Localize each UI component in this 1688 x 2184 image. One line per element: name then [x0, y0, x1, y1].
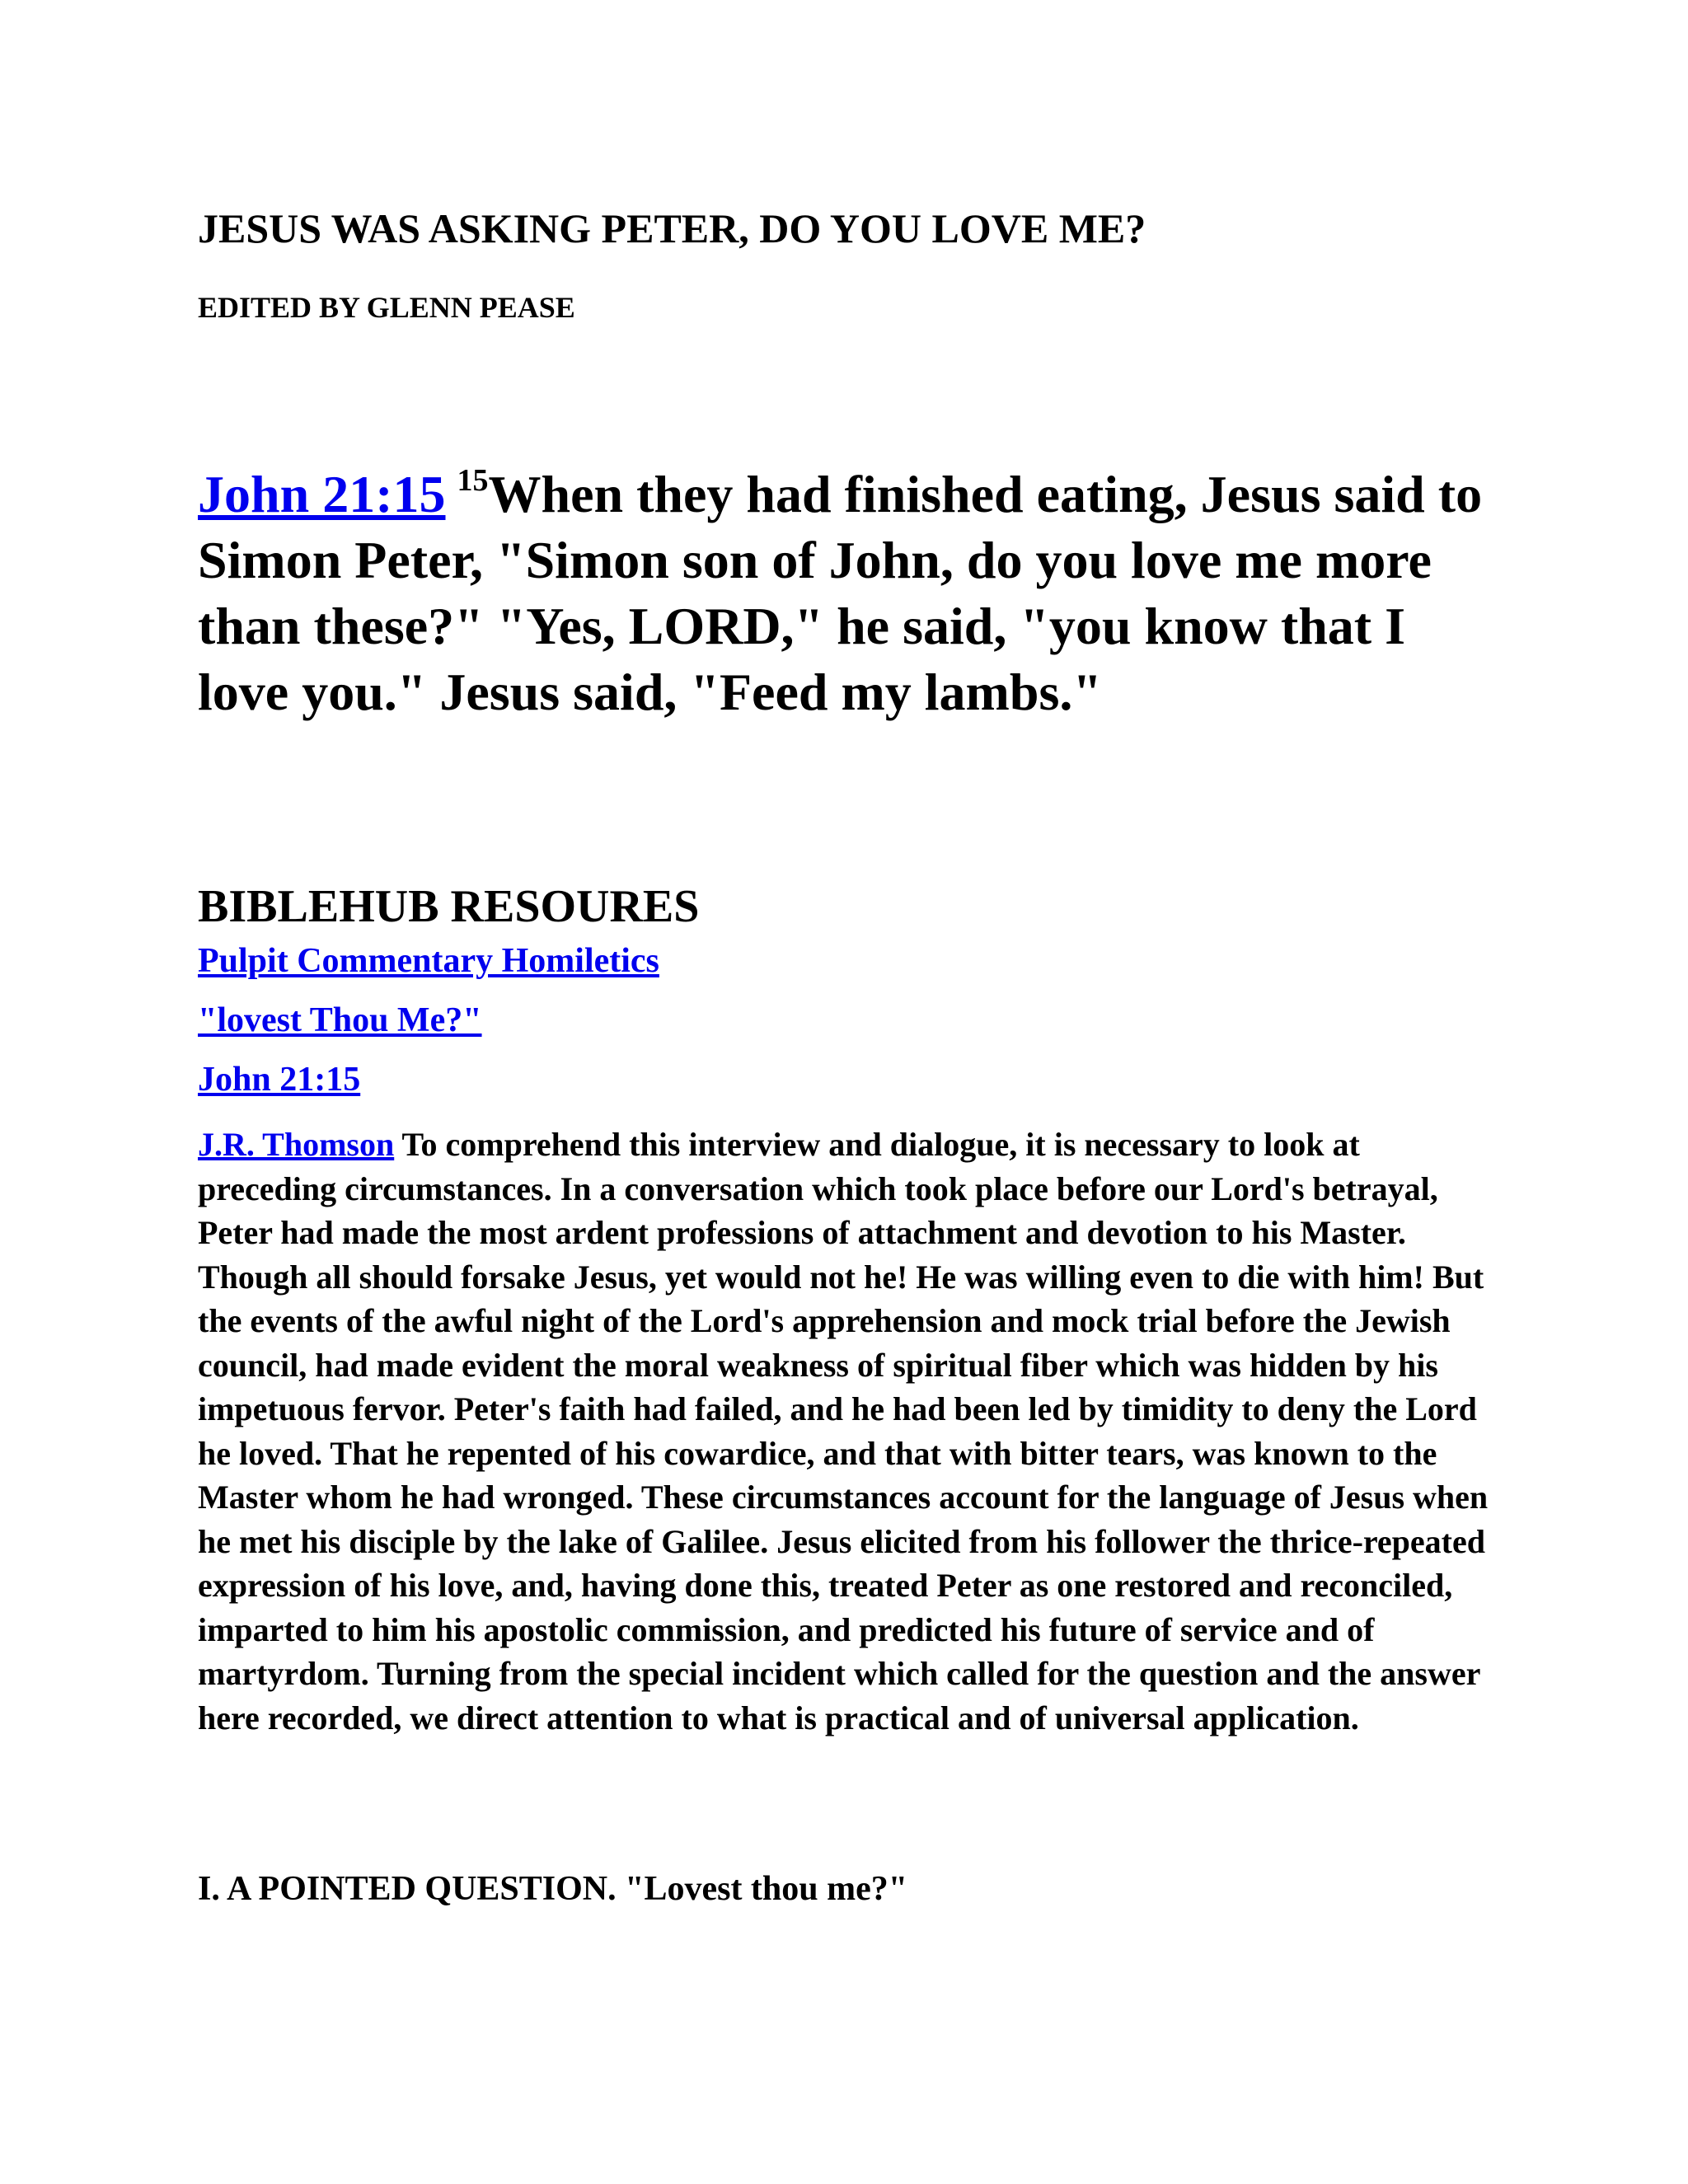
- editor-credit: EDITED BY GLENN PEASE: [198, 291, 575, 324]
- commentary-link[interactable]: Pulpit Commentary Homiletics: [198, 942, 659, 980]
- passage-link-line: [198, 1060, 360, 1099]
- sermon-title-link-line: [198, 1001, 482, 1040]
- verse-reference-link[interactable]: John 21:15: [198, 465, 446, 523]
- verse-text: When they had finished eating, Jesus said to Simon Peter, "Simon son of John, do you love me more than these?" "Yes, LORD," he said, "you know that I love you." Jesus said, "Feed my lambs.": [198, 465, 1483, 721]
- sermon-title-link[interactable]: "lovest Thou Me?": [198, 1001, 482, 1039]
- verse-number: 15: [457, 463, 489, 498]
- commentary-text: To comprehend this interview and dialogue, it is necessary to look at preceding circumstances. In a conversation which took place before our Lord's betrayal, Peter had made the most ardent professions of attachment and devotion to his Master. Though all should forsake Jesus, yet would not he! He was willing even to die with him! But the events of the awful night of the Lord's apprehension and mock trial before the Jewish council, had made evident the moral weakness of spiritual fiber which was hidden by his impetuous fervor. Peter's faith had failed, and he had been led by timidity to deny the Lord he loved. That he repented of his cowardice, and that with bitter tears, was known to the Master whom he had wronged. These circumstances account for the language of Jesus when he met his disciple by the lake of Galilee. Jesus elicited from his follower the thrice-repeated expression of his love, and, having done this, treated Peter as one restored and reconciled, imparted to him his apostolic commission, and predicted his future of service and of martyrdom. Turning from the special incident which called for the question and the answer here recorded, we direct attention to what is practical and of universal application.: [198, 1126, 1489, 1736]
- commentary-link-line: [198, 941, 659, 981]
- scripture-verse: [198, 462, 1500, 725]
- point-heading: I. A POINTED QUESTION. "Lovest thou me?": [198, 1870, 908, 1908]
- commentary-body: [198, 1122, 1500, 1740]
- document-title: JESUS WAS ASKING PETER, DO YOU LOVE ME?: [198, 205, 1146, 251]
- section-heading: BIBLEHUB RESOURES: [198, 881, 700, 932]
- passage-link[interactable]: John 21:15: [198, 1061, 361, 1099]
- author-link[interactable]: J.R. Thomson: [198, 1126, 395, 1163]
